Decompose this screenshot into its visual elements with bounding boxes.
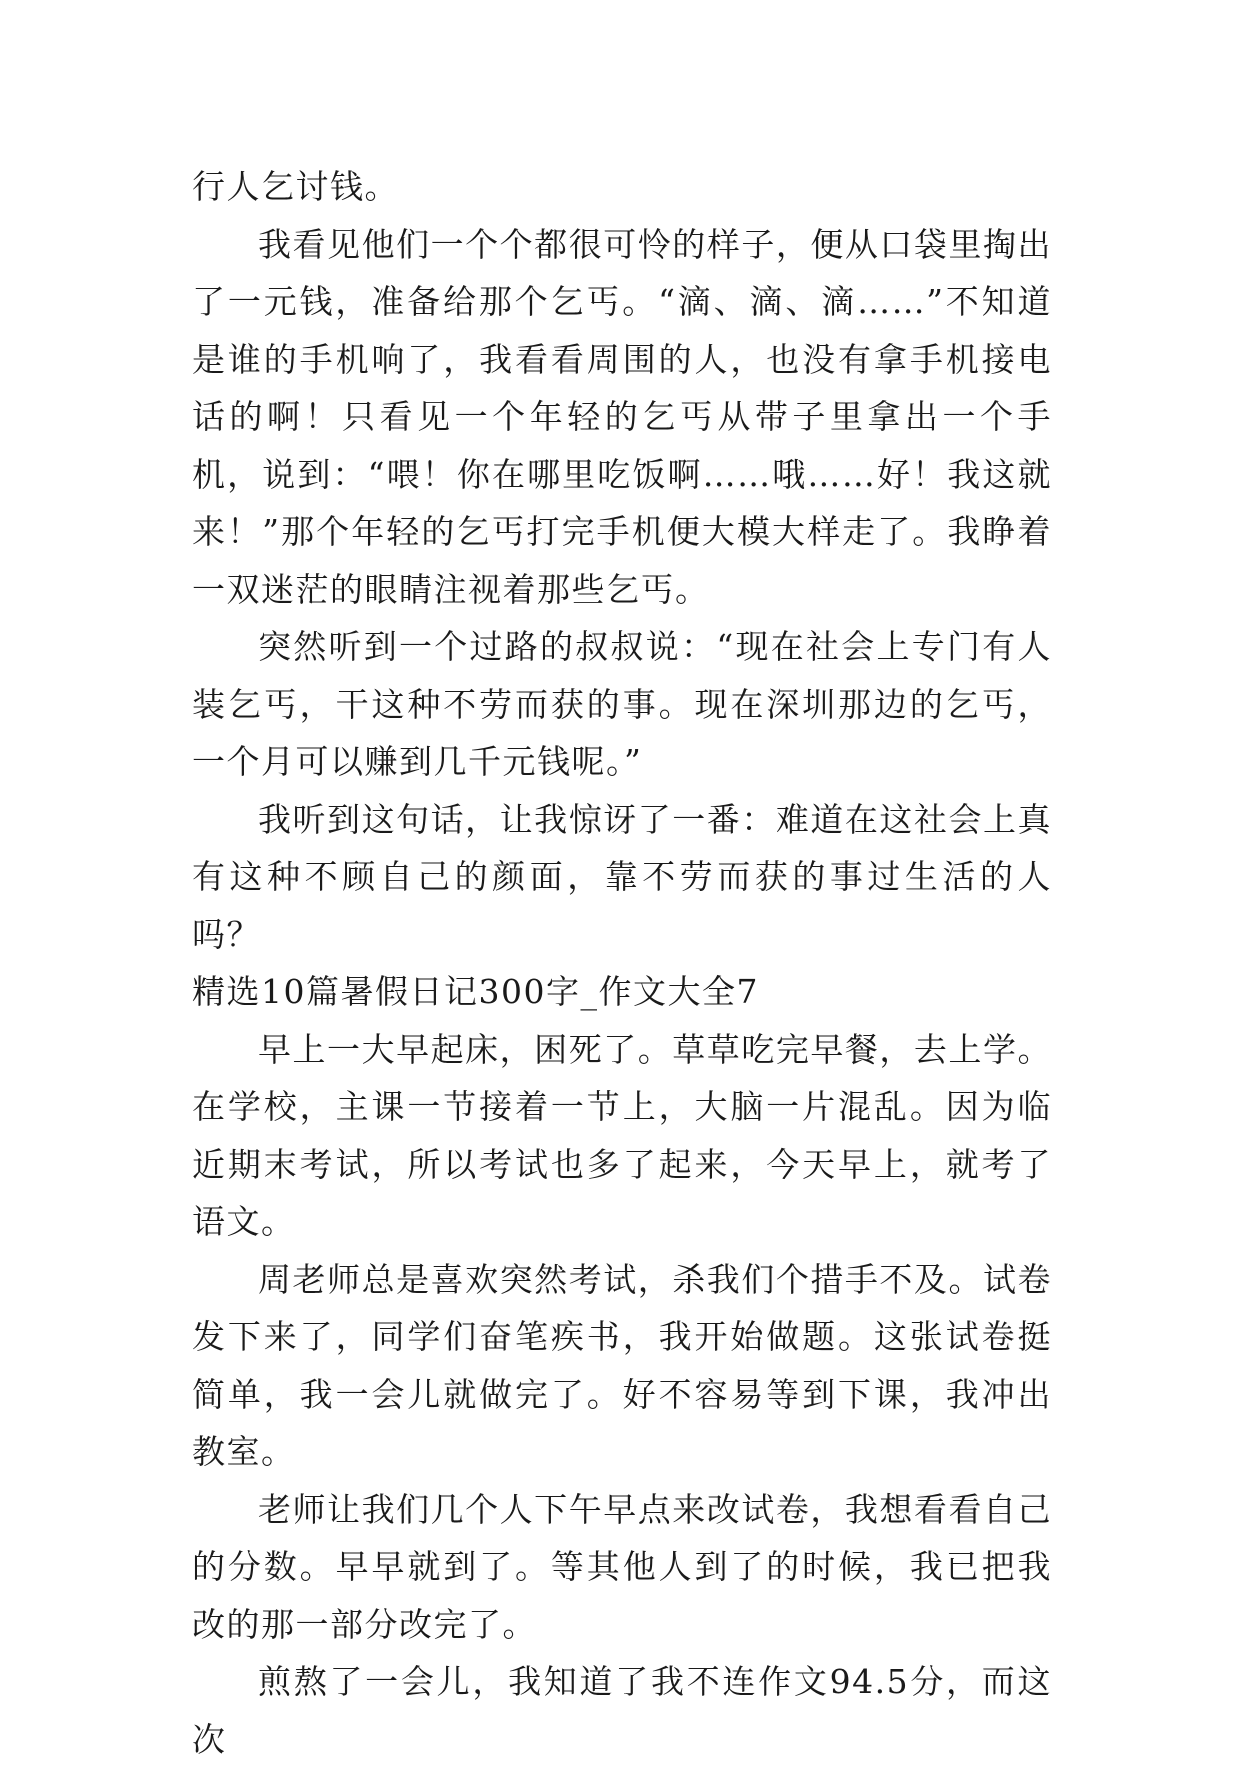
paragraph: 老师让我们几个人下午早点来改试卷，我想看看自己的分数。早早就到了。等其他人到了的时候，我已把我改的那一部分改完了。 (192, 1489, 1052, 1644)
paragraph: 早上一大早起床，困死了。草草吃完早餐，去上学。在学校，主课一节接着一节上，大脑一片混乱。因为临近期末考试，所以考试也多了起来，今天早上，就考了语文。 (192, 1029, 1052, 1241)
paragraph: 我听到这句话，让我惊讶了一番：难道在这社会上真有这种不顾自己的颜面，靠不劳而获的事过生活的人吗？ (192, 799, 1052, 954)
paragraph-continued: 行人乞讨钱。 (192, 167, 399, 206)
document-body (192, 158, 1052, 1768)
paragraph: 突然听到一个过路的叔叔说：“现在社会上专门有人装乞丐，干这种不劳而获的事。现在深圳那边的乞丐，一个月可以赚到几千元钱呢。” (192, 627, 1052, 781)
paragraph: 周老师总是喜欢突然考试，杀我们个措手不及。试卷发下来了，同学们奋笔疾书，我开始做题。这张试卷挺简单，我一会儿就做完了。好不容易等到下课，我冲出教室。 (192, 1259, 1052, 1471)
paragraph: 我看见他们一个个都很可怜的样子，便从口袋里掏出了一元钱，准备给那个乞丐。“滴、滴、滴……”不知道是谁的手机响了，我看看周围的人，也没有拿手机接电话的啊！只看见一个年轻的乞丐从带子里拿出一个手机，说到：“喂！你在哪里吃饭啊……哦……好！我这就来！”那个年轻的乞丐打完手机便大模大样走了。我睁着一双迷茫的眼睛注视着那些乞丐。 (192, 224, 1052, 609)
section-heading: 精选10篇暑假日记300字_作文大全7 (192, 972, 759, 1011)
paragraph: 煎熬了一会儿，我知道了我不连作文94.5分，而这次 (192, 1662, 1052, 1759)
